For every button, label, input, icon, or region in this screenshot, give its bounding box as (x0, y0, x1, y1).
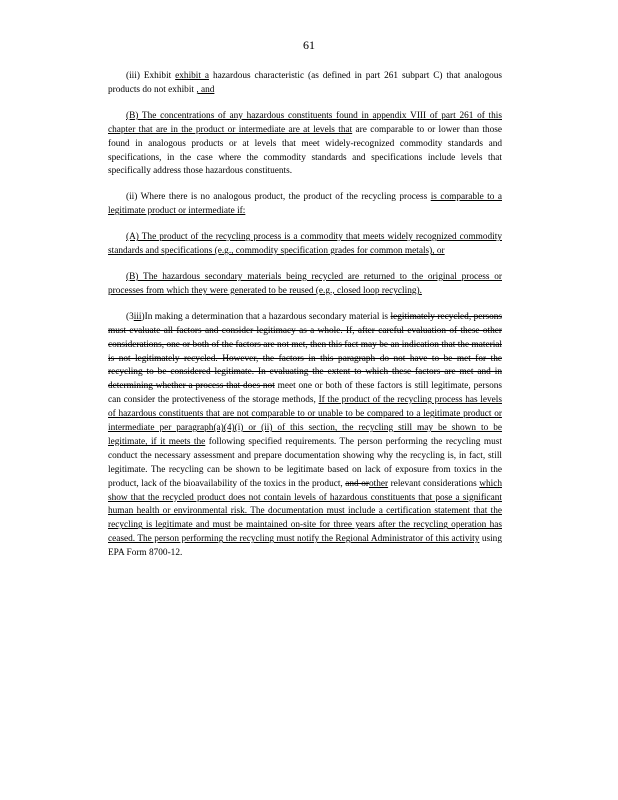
text-run: )In making a determination that a hazardous secondary material is (141, 311, 391, 322)
text-run: (3 (126, 311, 134, 322)
text-run: (ii) Where there is no analogous product, the product of the recycling process (126, 192, 431, 203)
inserted-text: If the product of the recycling process has levels of hazardous constituents that are not comparable to or unable to be compared to a legitimate product or intermediate per paragraph(a)(4)(i) or (ii) of this section, the recycling still may be shown to be legitimate, if it meets the (108, 395, 502, 447)
text-run: (iii) Exhibit (126, 71, 176, 81)
paragraph-p-b-concentrations (108, 110, 502, 180)
text-run: using EPA Form 8700-12. (108, 534, 502, 559)
inserted-text: , and (196, 84, 215, 95)
inserted-text: which show that the recycled product does not contain levels of hazardous constituents that pose a significant human health or environmental risk. The documentation must include a certification statement that the recycling is legitimate and must be maintained on-site for three years after the recycling operation has ceased. The person performing the recycling must notify the Regional Administrator of this activity (108, 478, 502, 545)
deleted-text: and or (345, 478, 369, 489)
page-number: 61 (303, 38, 315, 52)
inserted-text: is comparable to a legitimate product or intermediate if: (108, 192, 502, 217)
text-run: are comparable to or lower than those found in analogous products or at levels that meet widely-recognized commodity standards and specifications, in the case where the commodity standards and specifications include levels that specifically address those hazardous constituents. (108, 124, 502, 177)
text-run: meet one or both of these factors is still legitimate, persons can consider the protectiveness of the storage methods, (108, 381, 502, 406)
inserted-text: (B) The hazardous secondary materials being recycled are returned to the original process or processes from which they were generated to be reused (e.g., closed loop recycling). (108, 271, 502, 296)
document-body (108, 70, 502, 573)
inserted-text: other (368, 478, 389, 489)
paragraph-p-a-commodity (108, 231, 502, 259)
text-run: relevant considerations (388, 478, 480, 489)
paragraph-p-iii-exhibit (108, 70, 502, 98)
inserted-text: (B) The concentrations of any hazardous constituents found in appendix VIII of part 261 of this chapter that are in the product or intermediate are at levels that (108, 110, 502, 135)
text-run: hazardous characteristic (as defined in part 261 subpart C) that analogous products do not exhibit (108, 71, 503, 95)
paragraph-p-b-returned (108, 271, 502, 299)
text-run: following specified requirements. The person performing the recycling must conduct the necessary assessment and prepare documentation showing why the recycling is, in fact, still legitimate. The recycling can be shown to be legitimate based on lack of exposure from toxics in the product, lack of the bioavailability of the toxics in the product, (108, 436, 503, 489)
inserted-text: iii (133, 311, 142, 322)
paragraph-p-ii-no-analogous (108, 191, 502, 219)
deleted-text: legitimately recycled, persons must evaluate all factors and consider legitimacy as a whole. If, after careful evaluation of these other considerations, one or both of the factors are not met, then this fact may be an indication that the material is not legitimately recycled. However, the factors in this paragraph do not have to be met for the recycling to be considered legitimate. In evaluating the extent to which these factors are met and in determining whether a process that does not (108, 311, 502, 392)
paragraph-p-3iii-determination (108, 311, 502, 561)
inserted-text: exhibit a (175, 71, 210, 81)
inserted-text: (A) The product of the recycling process is a commodity that meets widely recognized commodity standards and specifications (e.g., commodity specification grades for common metals), or (108, 232, 502, 257)
